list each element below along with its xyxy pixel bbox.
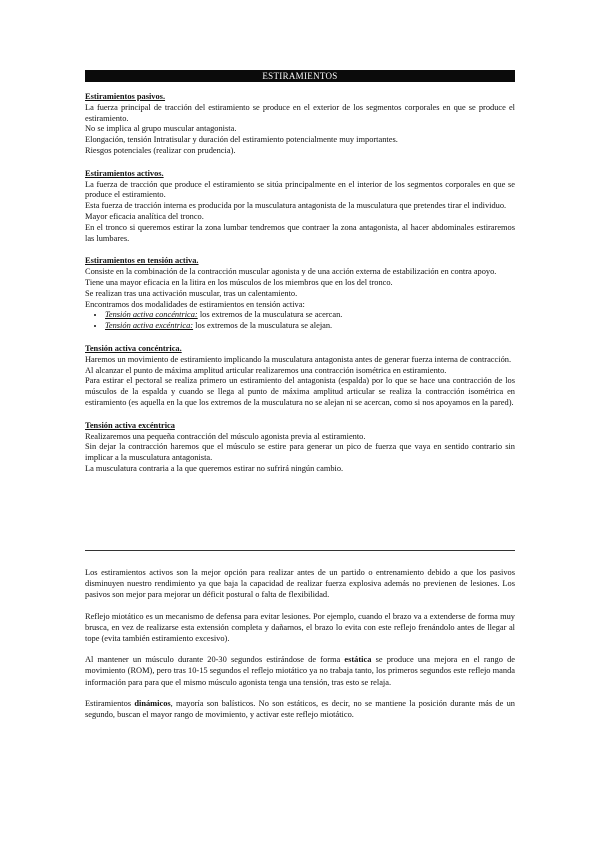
section-heading: Estiramientos activos. <box>85 168 164 178</box>
section-heading: Estiramientos en tensión activa. <box>85 256 199 266</box>
paragraph: La fuerza de tracción que produce el estiramiento se sitúa principalmente en el interior de los segmentos corporales en que se produce el estiramiento. <box>85 179 515 200</box>
paragraph: Consiste en la combinación de la contracción muscular agonista y de una acción externa de estabilización en contra apoyo. <box>85 267 497 277</box>
document-title: ESTIRAMIENTOS <box>85 70 515 82</box>
list-item-term: Tensión activa concéntrica: <box>105 310 198 320</box>
paragraph: Al alcanzar el punto de máxima amplitud articular realizaremos una contracción isométrica en estiramiento. <box>85 365 447 375</box>
paragraph: La musculatura contraria a la que queremos estirar no sufrirá ningún cambio. <box>85 463 344 473</box>
note-text: Al mantener un músculo durante 20-30 segundos estirándose de forma <box>85 655 345 665</box>
notes-block <box>85 567 515 730</box>
paragraph: Riesgos potenciales (realizar con prudencia). <box>85 145 236 155</box>
modalities-list <box>85 310 515 332</box>
note-text: , mayoría son balísticos. No son estáticos, es decir, no se mantiene la posición durante más de un segundo, buscan el mayor rango de movimiento, y activar este reflejo miotático. <box>85 698 515 720</box>
paragraph: En el tronco si queremos estirar la zona lumbar tendremos que contraer la zona antagonista, al hacer abdominales estiraremos las lumbares. <box>85 222 515 243</box>
section-active-tension <box>85 256 515 332</box>
paragraph: Se realizan tras una activación muscular, tras un calentamiento. <box>85 288 298 298</box>
section-passive <box>85 92 515 157</box>
document-page <box>85 70 515 475</box>
section-concentric <box>85 344 515 409</box>
paragraph: Realizaremos una pequeña contracción del músculo agonista previa al estiramiento. <box>85 431 366 441</box>
note-paragraph <box>85 654 515 688</box>
section-active <box>85 169 515 245</box>
paragraph: Mayor eficacia analítica del tronco. <box>85 211 204 221</box>
paragraph: Esta fuerza de tracción interna es producida por la musculatura antagonista de la musculatura que pretendes tirar el individuo. <box>85 201 507 211</box>
paragraph: Sin dejar la contracción haremos que el músculo se estire para generar un pico de fuerza que vaya en sentido contrario sin implicar a la musculatura antagonista. <box>85 442 515 463</box>
note-paragraph <box>85 698 515 720</box>
section-eccentric <box>85 421 515 475</box>
list-item-term: Tensión activa excéntrica: <box>105 321 194 331</box>
section-heading: Tensión activa concéntrica. <box>85 343 182 353</box>
paragraph: No se implica al grupo muscular antagonista. <box>85 124 237 134</box>
paragraph: Encontramos dos modalidades de estiramientos en tensión activa: <box>85 299 305 309</box>
list-item-text: los extremos de la musculatura se alejan. <box>193 321 333 331</box>
note-paragraph: Los estiramientos activos son la mejor opción para realizar antes de un partido o entrenamiento debido a que los pasivos disminuyen nuestro rendimiento ya que baja la capacidad de realizar fuerza explosiva además no previenen de lesiones. Los pasivos son mejor para mejorar un déficit postural o falta de flexibilidad. <box>85 568 515 600</box>
paragraph: La fuerza principal de tracción del estiramiento se produce en el exterior de los segmentos corporales en que se produce el estiramiento. <box>85 102 515 123</box>
note-text: se produce una mejora en el rango de movimiento (ROM), pero tras 10-15 segundos el reflejo miotático ya no trabaja tanto, los primeros segundos este reflejo manda información para para que el mismo músculo agonista tenga una tensión, tras esto se relaja. <box>85 655 515 687</box>
paragraph: Para estirar el pectoral se realiza primero un estiramiento del antagonista (espalda) por lo que se hace una contracción de los músculos de la espalda y cuando se llega al punto de máxima amplitud articular se realiza la contracción isométrica en estiramiento (es aquella en la que los extremos de la musculatura no se alejan ni se acercan, como si nos apoyamos en la pared). <box>85 376 515 407</box>
note-bold-term: estática <box>344 655 372 665</box>
note-bold-term: dinámicos <box>134 698 171 708</box>
note-text: Estiramientos <box>85 698 135 708</box>
section-heading: Estiramientos pasivos. <box>85 92 166 101</box>
note-paragraph: Reflejo miotático es un mecanismo de defensa para evitar lesiones. Por ejemplo, cuando el brazo va a extenderse de forma muy brusca, en vez de realizarse esta extensión completa y dañarnos, el brazo lo evita con este reflejo frenándolo antes de llegar al tope (evita también estiramiento excesivo). <box>85 611 515 644</box>
paragraph: Tiene una mayor eficacia en la litira en los músculos de los miembros que en los del tronco. <box>85 277 393 287</box>
list-item-text: los extremos de la musculatura se acercan. <box>197 310 343 320</box>
section-divider <box>85 550 515 551</box>
paragraph: Haremos un movimiento de estiramiento implicando la musculatura antagonista antes de generar fuerza interna de contracción. <box>85 354 512 364</box>
list-item <box>105 310 515 321</box>
paragraph: Elongación, tensión Intratisular y duración del estiramiento potencialmente muy importantes. <box>85 135 398 145</box>
section-heading: Tensión activa excéntrica <box>85 420 175 430</box>
list-item <box>105 321 515 332</box>
